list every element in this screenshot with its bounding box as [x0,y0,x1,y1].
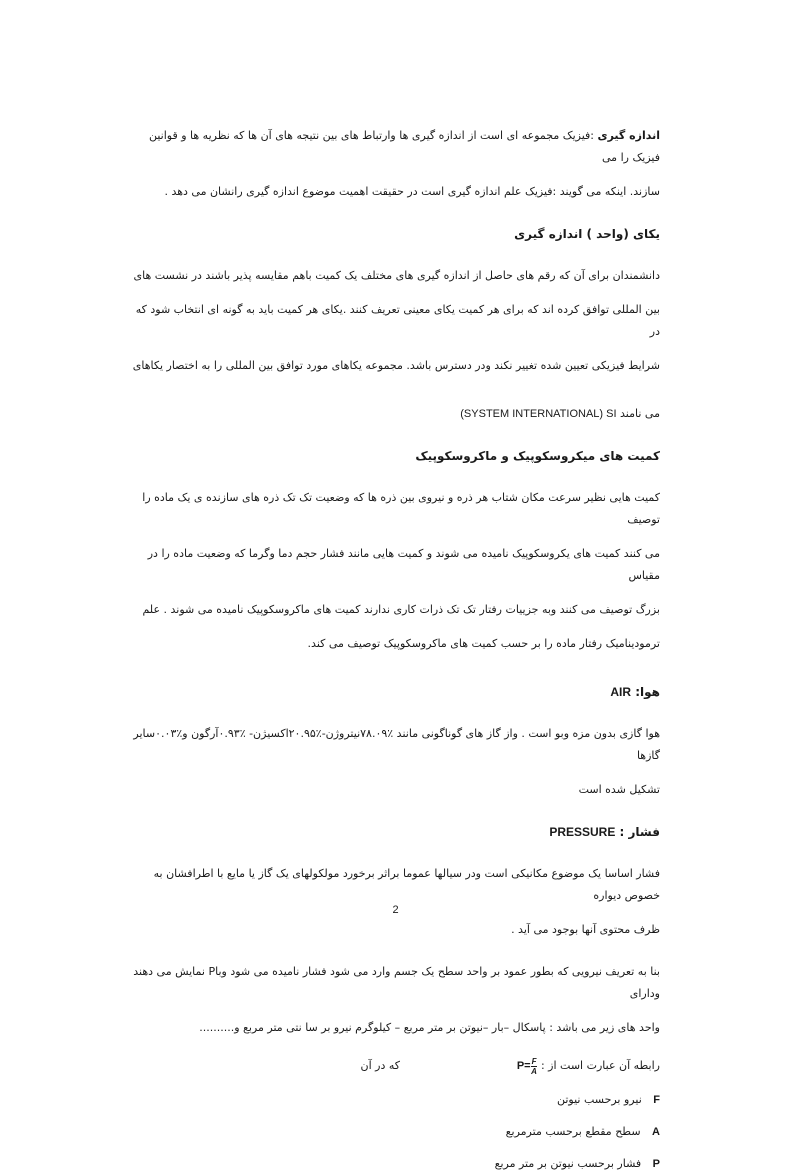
air-line-2: تشکیل شده است [578,783,660,796]
micro-line-2: می کنند کمیت های یکروسکوپیک نامیده می شوند و کمیت هایی مانند فشار حجم دما وگرما که وضعیت ماده را در مقیاس [147,547,660,582]
air-heading-persian: هوا: [635,685,660,699]
variable-description: فشار برحسب نیوتن بر متر مربع [494,1157,642,1170]
si-suffix: می نامند [620,407,660,420]
formula-after: که در آن [360,1059,400,1072]
air-heading-latin: AIR [610,685,632,699]
variable-definition [130,1121,660,1143]
pressure-line-1: فشار اساسا یک موضوع مکانیکی است ودر سیالها عموما براثر برخورد مولکولهای یک گاز یا مایع با اطرافشان به خصوص دیواره [153,867,660,902]
intro-term: اندازه گیری [597,129,660,142]
pressure-heading-latin: PRESSURE [549,825,616,839]
definition-line-1: بنا به تعریف نیرویی که بطور عمود بر واحد سطح یک جسم وارد می شود فشار نامیده می شود وباP نمایش می دهند ودارای [133,965,660,1000]
micro-macro-heading: کمیت های میکروسکوپیک و ماکروسکوپیک [415,449,660,463]
variable-definition [130,1153,660,1175]
formula-denominator: A [531,1066,537,1076]
variable-description: نیرو برحسب نیوتن [556,1093,642,1106]
variable-description: سطح مقطع برحسب مترمربع [505,1125,641,1138]
page-number: 2 [392,904,399,916]
micro-line-3: بزرگ توصیف می کنند وبه جزییات رفتار تک تک ذرات کاری ندارند کمیت های ماکروسکوپیک نامیده می شوند . علم [142,603,660,616]
micro-line-1: کمیت هایی نظیر سرعت مکان شتاب هر ذره و نیروی بین ذره ها که وضعیت تک تک ذره های سازنده ی یک ماده را توصیف [142,491,660,526]
formula-expression [517,1055,660,1077]
units-line-3: شرایط فیزیکی تعیین شده تغییر نکند ودر دسترس باشد. مجموعه یکاهای مورد توافق بین المللی را به اختصار یکاهای [132,359,660,372]
air-heading [130,681,660,703]
variable-definition [130,1089,660,1111]
intro-line-1: :فیزیک مجموعه ای است از اندازه گیری ها وارتباط های بین نتیجه های آن ها که نظریه ها و قوانین فیزیک را می [148,129,660,164]
intro-line-2: سازند. اینکه می گویند :فیزیک علم اندازه گیری است در حقیقت اهمیت موضوع اندازه گیری رانشان می دهد . [164,185,660,198]
variable-symbol: P [652,1158,660,1170]
document-body [130,125,660,1175]
pressure-line-2: ظرف محتوی آنها بوجود می آید . [511,923,660,936]
formula-intro: رابطه آن عبارت است از : [540,1059,660,1072]
pressure-formula-line [130,1053,660,1079]
pressure-heading [130,821,660,843]
si-name: (SYSTEM INTERNATIONAL) SI [460,408,617,420]
formula [516,1056,538,1076]
units-heading: یکای (واحد ) اندازه گیری [514,227,660,241]
variable-symbol: F [653,1094,660,1106]
si-line [130,403,660,425]
units-line-2: بین المللی توافق کرده اند که برای هر کمیت یکای معینی تعریف کنند .یکای هر کمیت باید به گونه ای انتخاب شود که در [135,303,660,338]
units-line-1: دانشمندان برای آن که رقم های حاصل از اندازه گیری های مختلف یک کمیت باهم مقایسه پذیر باشند در نشست های [133,269,660,282]
formula-fraction [531,1057,538,1076]
formula-numerator: F [531,1056,537,1066]
formula-lhs: P= [516,1060,531,1072]
air-line-1: هوا گازی بدون مزه وبو است . واز گاز های گوناگونی مانند ٪۷۸.۰۹نیتروژن-٪۲۰.۹۵اکسیژن- ٪۰.۹۳آرگون و٪۰.۰۳سایر گازها [133,727,660,762]
pressure-heading-persian: فشار : [619,825,660,839]
micro-line-4: ترمودینامیک رفتار ماده را بر حسب کمیت های ماکروسکوپیک توصیف می کند. [307,637,660,650]
definition-line-2: واحد های زیر می باشد : پاسکال –بار –نیوتن بر متر مربع – کیلوگرم نیرو بر سا نتی متر مربع و.......... [199,1021,660,1034]
intro-paragraph [130,125,660,169]
variable-symbol: A [652,1126,660,1138]
